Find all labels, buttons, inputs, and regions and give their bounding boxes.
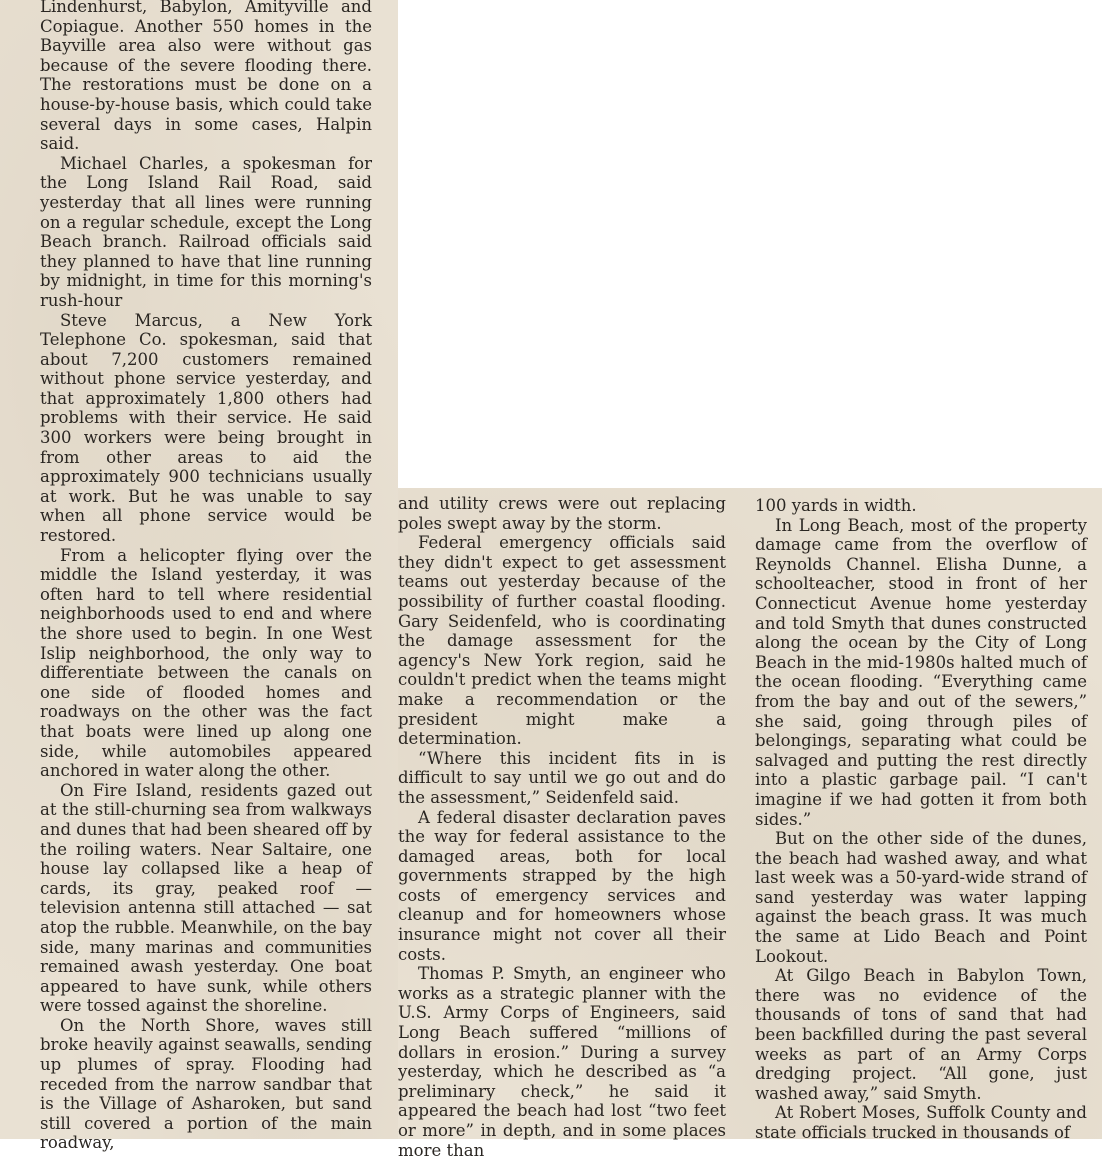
paragraph-3-5: At Robert Moses, Suffolk County and state officials trucked in thousands of	[755, 1103, 1087, 1142]
paragraph-2-3: “Where this incident fits in is difficult to say until we go out and do the assessment,” Seidenfeld said.	[398, 748, 726, 807]
paragraph-3-4: At Gilgo Beach in Babylon Town, there was no evidence of the thousands of tons of sand that had been backfilled during the past several weeks as part of an Army Corps dredging project. “All gone, just washed away,” said Smyth.	[755, 966, 1087, 1103]
blank-area	[398, 0, 1102, 488]
paragraph-1-1: Lindenhurst, Babylon, Amityville and Copiague. Another 550 homes in the Bayville area also were without gas because of the severe flooding there. The restorations must be done on a house-by-house basis, which could take several days in some cases, Halpin said.	[40, 0, 372, 154]
paragraph-1-5: On Fire Island, residents gazed out at the still-churning sea from walkways and dunes that had been sheared off by the roiling waters. Near Saltaire, one house lay collapsed like a heap of cards, its gray, peaked roof — television antenna still attached — sat atop the rubble. Meanwhile, on the bay side, many marinas and communities remained awash yesterday. One boat appeared to have sunk, while others were tossed against the shoreline.	[40, 780, 372, 1016]
paragraph-1-6: On the North Shore, waves still broke heavily against seawalls, sending up plumes of spray. Flooding had receded from the narrow sandbar that is the Village of Asharoken, but sand still covered a portion of the main roadway,	[40, 1015, 372, 1153]
paragraph-3-2: In Long Beach, most of the property damage came from the overflow of Reynolds Channel. Elisha Dunne, a schoolteacher, stood in front of her Connecticut Avenue home yesterday and told Smyth that dunes constructed along the ocean by the City of Long Beach in the mid-1980s halted much of the ocean flooding. “Everything came from the bay and out of the sewers,” she said, going through piles of belongings, separating what could be salvaged and putting the rest directly into a plastic garbage pail. “I can't imagine if we had gotten it from both sides.”	[755, 515, 1087, 829]
paragraph-3-3: But on the other side of the dunes, the beach had washed away, and what last week was a 50-yard-wide strand of sand yesterday was water lapping against the beach grass. It was much the same at Lido Beach and Point Lookout.	[755, 829, 1087, 966]
paragraph-1-2: Michael Charles, a spokesman for the Long Island Rail Road, said yesterday that all lines were running on a regular schedule, except the Long Beach branch. Railroad officials said they planned to have that line running by midnight, in time for this morning's rush-hour	[40, 153, 372, 310]
article-column-2	[398, 494, 726, 1160]
paragraph-3-1: 100 yards in width.	[755, 496, 917, 515]
paragraph-2-1: and utility crews were out replacing poles swept away by the storm.	[398, 494, 726, 533]
paragraph-2-2: Federal emergency officials said they didn't expect to get assessment teams out yesterday because of the possibility of further coastal flooding. Gary Seidenfeld, who is coordinating the damage assessment for the agency's New York region, said he couldn't predict when the teams might make a recommendation or the president might make a determination.	[398, 533, 726, 749]
paragraph-2-4: A federal disaster declaration paves the way for federal assistance to the damaged areas, both for local governments strapped by the high costs of emergency services and cleanup and for homeowners whose insurance might not cover all their costs.	[398, 807, 726, 964]
paragraph-1-4: From a helicopter flying over the middle the Island yesterday, it was often hard to tell where residential neighborhoods used to end and where the shore used to begin. In one West Islip neighborhood, the only way to differentiate between the canals on one side of flooded homes and roadways on the other was the fact that boats were lined up along one side, while automobiles appeared anchored in water along the other.	[40, 545, 372, 781]
paragraph-2-5: Thomas P. Smyth, an engineer who works as a strategic planner with the U.S. Army Corps of Engineers, said Long Beach suffered “millions of dollars in erosion.” During a survey yesterday, which he described as “a preliminary check,” he said it appeared the beach had lost “two feet or more” in depth, and in some places more than	[398, 964, 726, 1160]
paragraph-1-3: Steve Marcus, a New York Telephone Co. spokesman, said that about 7,200 customers remained without phone service yesterday, and that approximately 1,800 others had problems with their service. He said 300 workers were being brought in from other areas to aid the approximately 900 technicians usually at work. But he was unable to say when all phone service would be restored.	[40, 310, 372, 546]
article-column-3	[755, 496, 1087, 1142]
article-column-1	[40, 0, 372, 1153]
